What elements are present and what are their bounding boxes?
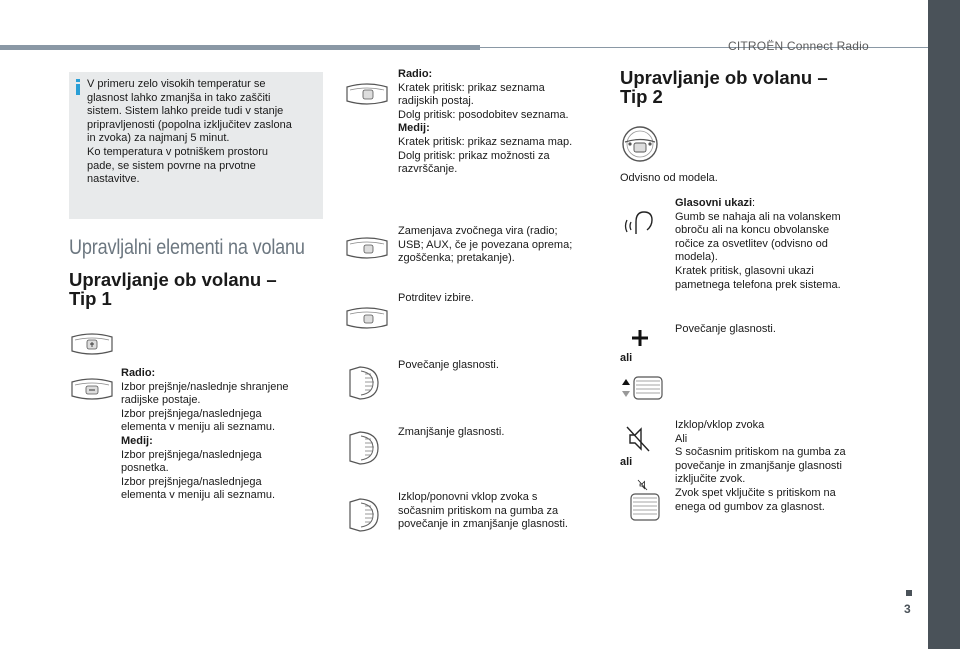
plus-icon: [630, 328, 650, 348]
middle-radio-media-text: [398, 68, 572, 177]
info-text: V primeru zelo visokih temperatur se glasnost lahko zmanjša in tako zaščiti sistem. Sistem lahko preide tudi v stanje pripravljenosti (popolna izključitev zaslona in zvoka) za najmanj 5 minut. Ko temperatura v potniškem prostoru pade, se sistem povrne na prvotne nastavitve.: [87, 78, 292, 186]
steering-switch-icon: [69, 377, 115, 401]
type2-vol-up-text: Povečanje glasnosti.: [675, 323, 776, 335]
type2-mute-text: Izklop/vklop zvoka Ali S sočasnim pritiskom na gumba za povečanje in zmanjšanje glasnosti izključite zvok. Zvok spet vključite s pritiskom na enega od gumbov za glasnost.: [675, 419, 846, 513]
type1-text: [121, 367, 289, 503]
middle-radio-label: Radio:: [398, 68, 433, 80]
info-box: [69, 72, 323, 219]
volume-control-icon: [346, 496, 382, 534]
middle-vol-up-text: Povečanje glasnosti.: [398, 359, 499, 371]
info-icon: [75, 79, 81, 95]
header-rule-thick: [0, 45, 480, 50]
middle-confirm-text: Potrditev izbire.: [398, 292, 474, 304]
source-button-icon: [344, 236, 390, 260]
steering-switch-icon: [344, 82, 390, 106]
type1-radio-text: Izbor prejšnje/naslednje shranjene radijske postaje. Izbor prejšnjega/naslednjega elementa v meniju ali seznamu.: [121, 380, 289, 434]
type1-media-text: Izbor prejšnjega/naslednjega posnetka. Izbor prejšnjega/naslednjega elementa v meniju ali seznamu.: [121, 448, 276, 502]
volume-down-control-icon: [346, 429, 382, 467]
middle-vol-down-text: Zmanjšanje glasnosti.: [398, 426, 505, 438]
middle-mute-text: Izklop/ponovni vklop zvoka s sočasnim pritiskom na gumba za povečanje in zmanjšanje glasnosti.: [398, 491, 568, 531]
ali-label: ali: [620, 352, 633, 364]
type2-voice-text: Glasovni ukazi: Gumb se nahaja ali na volanskem obroču ali na koncu obvolanske ročice za osvetlitev (odvisno od modela). Kratek pritisk, glasovni ukazi pametnega telefona prek sistema.: [675, 197, 841, 291]
middle-source-text: Zamenjava zvočnega vira (radio; USB; AUX, če je povezana oprema; zgoščenka; pretakanje).: [398, 225, 573, 265]
steering-switch-icon: [69, 332, 115, 356]
type1-heading: Upravljanje ob volanu – Tip 1: [69, 269, 277, 309]
volume-thumbwheel-icon: [620, 376, 664, 400]
volume-up-control-icon: [346, 364, 382, 402]
middle-radio-text: Kratek pritisk: prikaz seznama radijskih postaj. Dolg pritisk: posodobitev seznama.: [398, 81, 569, 121]
type2-voice-description: Gumb se nahaja ali na volanskem obroču ali na koncu obvolanske ročice za osvetlitev (odvisno od modela). Kratek pritisk, glasovni ukazi pametnega telefona prek sistema.: [675, 210, 841, 291]
volume-thumbwheel-mute-icon: [630, 478, 660, 522]
type1-radio-label: Radio:: [121, 367, 156, 379]
next-page-marker: [906, 590, 912, 596]
section-title: Upravljalni elementi na volanu: [69, 236, 305, 259]
steering-wheel-icon: [620, 124, 660, 164]
mute-icon: [624, 424, 652, 454]
type2-heading: Upravljanje ob volanu – Tip 2: [620, 67, 828, 107]
middle-media-label: Medij:: [398, 122, 430, 135]
middle-media-text: Kratek pritisk: prikaz seznama map. Dolg pritisk: prikaz možnosti za razvrščanje.: [398, 135, 573, 176]
header-title: CITROËN Connect Radio: [728, 39, 869, 53]
voice-command-icon: [622, 208, 658, 238]
page-number: 3: [904, 602, 911, 616]
type2-voice-label: Glasovni ukazi: [675, 197, 753, 209]
type1-media-label: Medij:: [121, 434, 153, 447]
confirm-button-icon: [344, 306, 390, 330]
ali-label: ali: [620, 456, 633, 468]
page-edge-bar: [928, 0, 960, 649]
type2-model-text: Odvisno od modela.: [620, 172, 718, 184]
